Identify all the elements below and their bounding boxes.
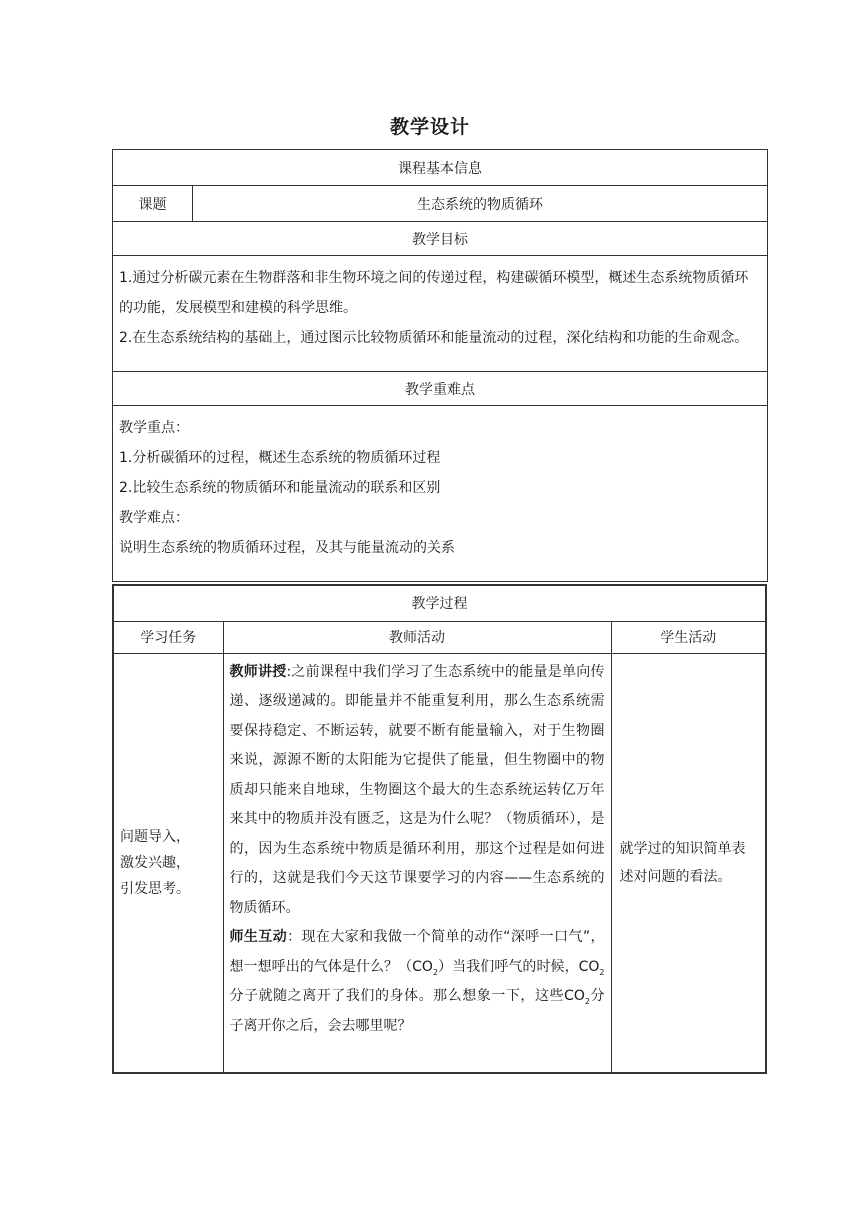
course-info-table (112, 149, 768, 582)
column-header-task: 学习任务 (113, 621, 223, 653)
interaction-text-a: ：现在大家和我做一个简单的动作“深呼一口气”，想一想呼出的气体是什么？（CO (229, 929, 605, 975)
topic-label: 课题 (113, 186, 193, 222)
teaching-process-table (112, 584, 767, 1074)
column-header-student: 学生活动 (611, 621, 766, 653)
focus-label: 教学重点： (119, 420, 189, 436)
document-title: 教学设计 (389, 116, 470, 138)
topic-value: 生态系统的物质循环 (193, 186, 768, 222)
objectives-cell (113, 256, 768, 372)
process-header: 教学过程 (113, 585, 766, 621)
teacher-interaction-paragraph (230, 923, 605, 1041)
lecture-text: :之前课程中我们学习了生态系统中的能量是单向传递、逐级递减的。即能量并不能重复利用，那么生态系统需要保持稳定、不断运转，就要不断有能量输入，对于生物圈来说，源源不断的太阳能为它提供了能量，但生物圈中的物质却只能来自地球，生物圈这个最大的生态系统运转亿万年来其中的物质并没有匮乏，这是为什么呢？（物质循环），是的，因为生态系统中物质是循环利用，那这个过程是如何进行的，这就是我们今天这节课要学习的内容——生态系统的物质循环。 (229, 663, 605, 916)
interaction-text-d: 分子离开你之后，会去哪里呢？ (229, 988, 605, 1034)
difficulty-label: 教学难点： (119, 510, 189, 526)
key-points-cell (113, 406, 768, 582)
student-activity-cell: 就学过的知识简单表述对问题的看法。 (611, 653, 766, 1073)
interaction-text-b: ）当我们呼气的时候，CO (438, 958, 600, 975)
subscript-2: 2 (584, 996, 590, 1006)
task-cell (113, 653, 223, 1073)
key-points-header: 教学重难点 (113, 372, 768, 406)
task-line: 激发兴趣， (120, 854, 190, 871)
objectives-header: 教学目标 (113, 222, 768, 256)
column-header-teacher: 教师活动 (223, 621, 611, 653)
interaction-text-c: 分子就随之离开了我们的身体。那么想象一下，这些CO (229, 988, 585, 1004)
subscript-2: 2 (599, 967, 605, 977)
lecture-label: 教师讲授 (229, 663, 287, 680)
task-line: 引发思考。 (120, 880, 190, 897)
focus-item: 2.比较生态系统的物质循环和能量流动的联系和区别 (119, 480, 441, 496)
focus-item: 1.分析碳循环的过程，概述生态系统的物质循环过程 (119, 450, 441, 466)
interaction-label: 师生互动 (229, 929, 288, 945)
course-info-header: 课程基本信息 (113, 150, 768, 186)
task-line: 问题导入， (120, 828, 190, 845)
objective-item: 2.在生态系统结构的基础上，通过图示比较物质循环和能量流动的过程，深化结构和功能的生命观念。 (119, 330, 749, 346)
objective-item: 1.通过分析碳元素在生物群落和非生物环境之间的传递过程，构建碳循环模型，概述生态系统物质循环的功能，发展模型和建模的科学思维。 (119, 270, 749, 316)
difficulty-text: 说明生态系统的物质循环过程，及其与能量流动的关系 (119, 540, 455, 556)
teacher-activity-cell (223, 653, 611, 1073)
subscript-2: 2 (432, 967, 439, 977)
teacher-lecture-paragraph (230, 658, 605, 924)
